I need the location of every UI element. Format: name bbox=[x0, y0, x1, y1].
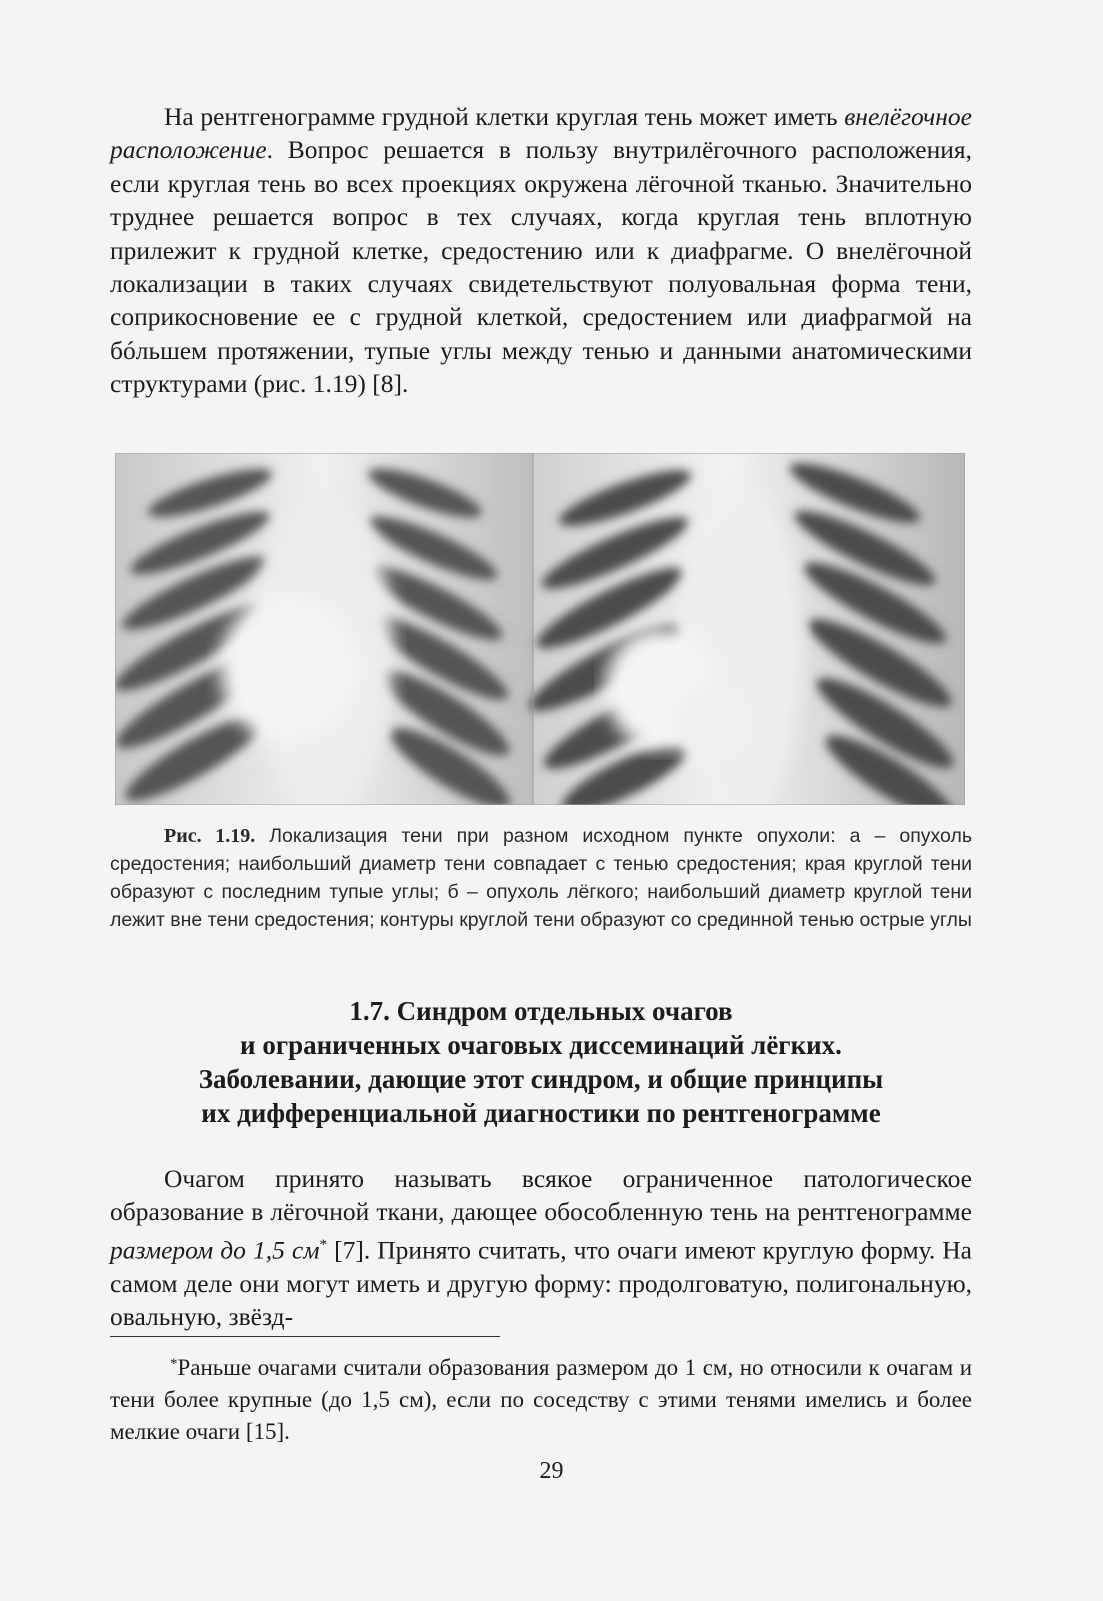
xray-panel-b bbox=[521, 453, 965, 805]
xray-panel-a bbox=[115, 453, 533, 805]
paragraph2-text: Очагом принято называть всякое ограниченное патологическое образование в лёгочной ткани, дающее обособленную тень на рентгенограмме bbox=[110, 1164, 972, 1227]
paragraph1-italic-term: внелёгочное расположение bbox=[110, 102, 972, 165]
footnote-text: Раньше очагами считали образования размером до 1 см, но относили к очагам и тени более крупные (до 1,5 см), если по соседству с этими тенями имелись и более мелкие очаги [15]. bbox=[110, 1355, 972, 1444]
figure-caption bbox=[110, 822, 972, 934]
heading-line-3: Заболевании, дающие этот синдром, и общие принципы bbox=[198, 1064, 884, 1094]
footnote-reference-marker: * bbox=[319, 1236, 328, 1253]
figure-xray-images bbox=[115, 453, 965, 805]
page-number: 29 bbox=[539, 1458, 564, 1484]
section-heading bbox=[110, 994, 972, 1130]
paragraph-extrapulmonary-location bbox=[110, 100, 972, 401]
paragraph2-rest: [7]. Принято считать, что очаги имеют круглую форму. На самом деле они могут иметь и другую форму: продолговатую, полигональную, овальную, звёзд- bbox=[110, 1235, 972, 1332]
paragraph-focus-definition bbox=[110, 1162, 972, 1334]
heading-line-1: 1.7. Синдром отдельных очагов bbox=[349, 996, 733, 1026]
paragraph1-rest: . Вопрос решается в пользу внутрилёгочного расположения, если круглая тень во всех проекциях окружена лёгочной тканью. Значительно труднее решается вопрос в тех случаях, когда круглая тень вплотную прилежит к грудной клетке, средостению или к диафрагме. О внелёгочной локализации в таких случаях свидетельствуют полуовальная форма тени, соприкосновение ее с грудной клеткой, средостением или диафрагмой на бóльшем протяжении, тупые углы между тенью и данными анатомическими структурами (рис. 1.19) [8]. bbox=[110, 135, 972, 399]
caption-label: Рис. 1.19. bbox=[164, 825, 256, 847]
footnote bbox=[110, 1352, 972, 1448]
caption-text: Локализация тени при разном исходном пункте опухоли: а – опухоль средостения; наибольший диаметр тени совпадает с тенью средостения; края круглой тени образуют с последним тупые углы; б – опухоль лёгкого; наибольший диаметр круглой тени лежит вне тени средостения; контуры круглой тени образуют со срединной тенью острые углы bbox=[110, 825, 972, 931]
paragraph2-italic-term: размером до 1,5 см bbox=[110, 1235, 320, 1265]
footnote-divider bbox=[110, 1336, 500, 1337]
paragraph1-text: На рентгенограмме грудной клетки круглая тень может иметь bbox=[164, 102, 845, 131]
footnote-marker: * bbox=[170, 1356, 178, 1372]
heading-line-4: их дифференциальной диагностики по рентгенограмме bbox=[201, 1098, 881, 1128]
xray-illustration bbox=[115, 453, 965, 805]
heading-line-2: и ограниченных очаговых диссеминаций лёгких. bbox=[240, 1030, 842, 1060]
